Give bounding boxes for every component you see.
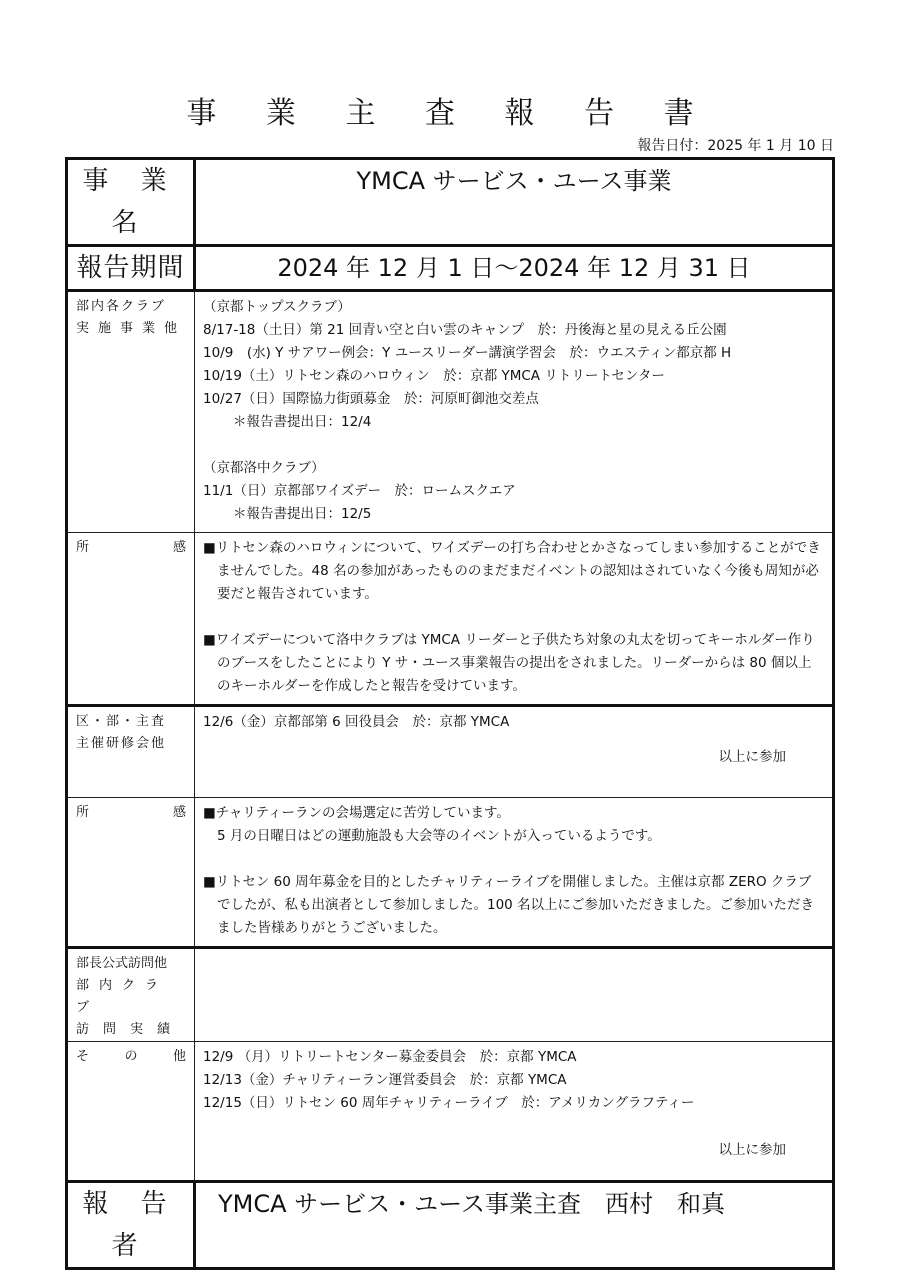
impression2-label: 所 感 [76, 805, 186, 820]
list-item: 12/6（金）京都部第 6 回役員会 於：京都 YMCA [203, 714, 510, 730]
label-line: 区・部・主査 [76, 714, 167, 729]
club-activities-content [195, 292, 832, 532]
reporter-row [67, 1182, 834, 1269]
other-row [67, 1042, 834, 1182]
impression1-label: 所 感 [76, 540, 186, 555]
label-line: 実施事業他 [76, 321, 187, 336]
impression-paragraph: ■リトセン森のハロウィンについて、ワイズデーの打ち合わせとかさなってしまい参加することができませんでした。48 名の参加があったもののまだまだイベントの認知はされていなく今後も周知が必要だと報告されています。 [203, 540, 821, 602]
document-title: 事 業 主 査 報 告 書 [186, 96, 714, 131]
impression2-row [67, 798, 834, 948]
period-value: 2024 年 12 月 1 日～2024 年 12 月 31 日 [195, 246, 834, 291]
list-item: 8/17-18（土日）第 21 回青い空と白い雲のキャンプ 於：丹後海と星の見える丘公園 [203, 322, 727, 338]
club-activities-label [68, 292, 194, 340]
list-item: 10/9 (水) Y サアワー例会：Y ユースリーダー講演学習会 於：ウエスティン都京都 H [203, 345, 732, 361]
period-label: 報告期間 [67, 246, 195, 291]
project-row [67, 159, 834, 246]
list-item: 12/9 （月）リトリートセンター募金委員会 於：京都 YMCA [203, 1049, 577, 1065]
training-content [195, 707, 832, 775]
impression-paragraph: ■ワイズデーについて洛中クラブは YMCA リーダーと子供たち対象の丸太を切ってキーホルダー作りのブースをしたことにより Y サ・ユース事業報告の提出をされました。リーダーからは 80 個以上のキーホルダーを作成したと報告を受けています。 [203, 632, 815, 694]
label-line: 訪問実績 [76, 1022, 185, 1037]
reporter-value: YMCA サービス・ユース事業主査 西村 和真 [195, 1182, 834, 1269]
label-line: 主催研修会他 [76, 736, 167, 751]
report-table [65, 157, 835, 1270]
club-activities-row [67, 291, 834, 533]
list-item: 12/13（金）チャリティーラン運営委員会 於：京都 YMCA [203, 1072, 567, 1088]
label-line: 部内各クラブ [76, 299, 167, 314]
list-item: 10/27（日）国際協力街頭募金 於：河原町御池交差点 [203, 391, 539, 407]
list-item: （京都洛中クラブ） [203, 460, 325, 476]
visits-row [67, 948, 834, 1042]
impression-paragraph: 5 月の日曜日はどの運動施設も大会等のイベントが入っているようです。 [217, 828, 661, 844]
attendance-note: 以上に参加 [718, 1142, 786, 1158]
list-item: 12/15（日）リトセン 60 周年チャリティーライブ 於：アメリカングラフティー [203, 1095, 695, 1111]
impression1-content [195, 533, 832, 704]
reporter-label: 報 告 者 [67, 1182, 195, 1269]
label-line: 部長公式訪問他 [76, 956, 168, 971]
project-value: YMCA サービス・ユース事業 [195, 159, 834, 246]
list-item: 11/1（日）京都部ワイズデー 於：ロームスクエア [203, 483, 516, 499]
impression1-row [67, 533, 834, 706]
other-content [195, 1042, 832, 1168]
visits-content [195, 948, 834, 1042]
label-line: 部内クラブ [76, 978, 169, 1015]
impression-paragraph: ■リトセン 60 周年募金を目的としたチャリティーライブを開催しました。主催は京都 ZERO クラブでしたが、私も出演者として参加しました。100 名以上にご参加いただきました。ご参加いただきました皆様ありがとうございました。 [203, 874, 815, 936]
list-item: 10/19（土）リトセン森のハロウィン 於：京都 YMCA リトリートセンター [203, 368, 665, 384]
training-row [67, 706, 834, 798]
impression2-content [195, 798, 832, 946]
attendance-note: 以上に参加 [718, 749, 786, 765]
list-item: ＊報告書提出日：12/5 [233, 506, 372, 522]
other-label: そ の 他 [76, 1049, 186, 1064]
report-date: 報告日付：2025 年 1 月 10 日 [637, 138, 834, 154]
list-item: ＊報告書提出日：12/4 [233, 414, 372, 430]
visits-label [68, 949, 194, 1041]
project-label: 事 業 名 [67, 159, 195, 246]
list-item: （京都トップスクラブ） [203, 299, 351, 315]
period-row [67, 246, 834, 291]
impression-paragraph: ■チャリティーランの会場選定に苦労しています。 [203, 805, 510, 821]
training-label [68, 707, 194, 755]
